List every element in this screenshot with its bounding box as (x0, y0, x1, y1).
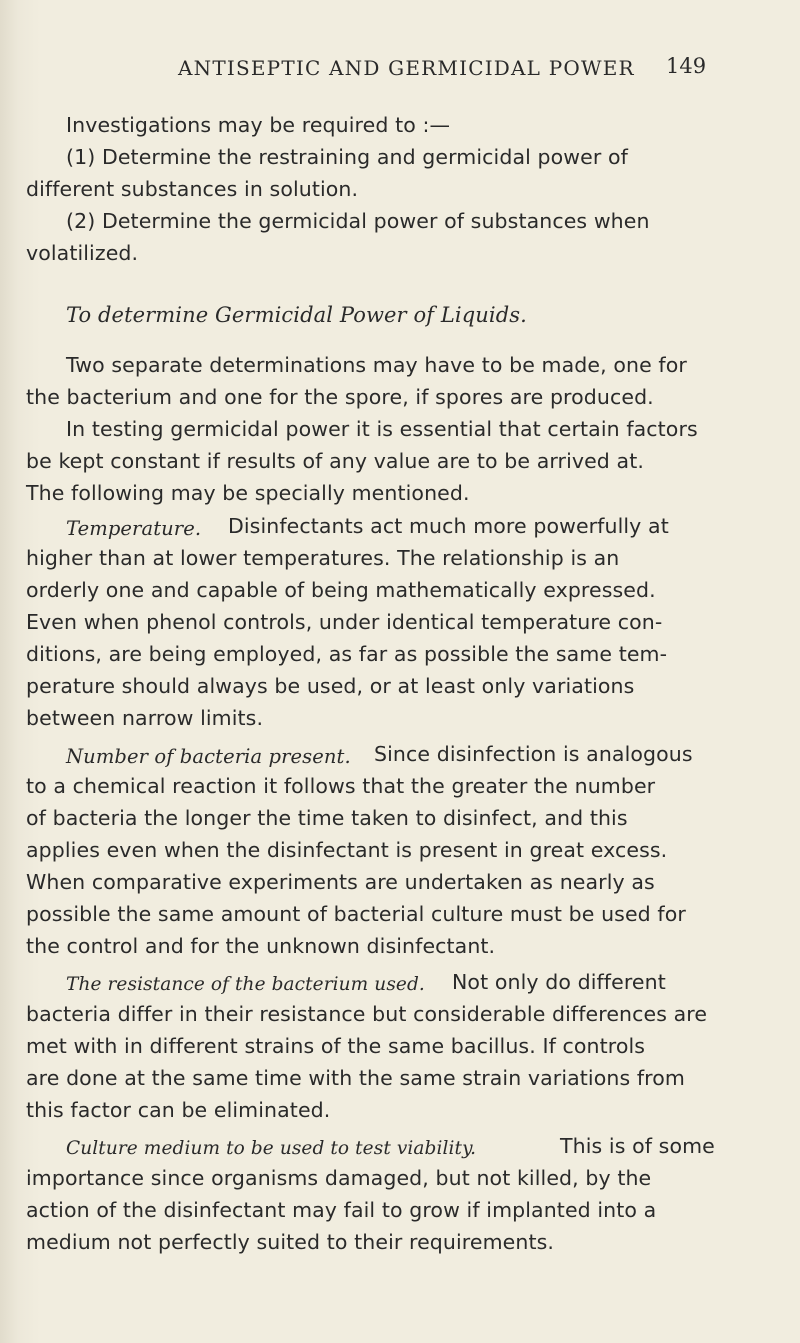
paragraph-line: Since disinfection is analogous (374, 742, 693, 766)
culture-medium-heading: Culture medium to be used to test viability. (66, 1138, 477, 1159)
list-item-2: (2) Determine the germicidal power of substances when (66, 209, 650, 233)
paragraph-line: orderly one and capable of being mathematically expressed. (26, 578, 656, 602)
paragraph-line: When comparative experiments are undertaken as nearly as (26, 870, 655, 894)
running-header: ANTISEPTIC AND GERMICIDAL POWER (178, 56, 635, 80)
paragraph-line: this factor can be eliminated. (26, 1098, 331, 1122)
paragraph-line: are done at the same time with the same strain variations from (26, 1066, 685, 1090)
temperature-heading: Temperature. (66, 517, 202, 540)
paragraph-line: The following may be specially mentioned. (26, 481, 470, 505)
paragraph-line: importance since organisms damaged, but not killed, by the (26, 1166, 652, 1190)
paragraph-line: to a chemical reaction it follows that the greater the number (26, 774, 656, 798)
list-item-1: (1) Determine the restraining and germicidal power of (66, 145, 628, 169)
paragraph-line: possible the same amount of bacterial culture must be used for (26, 902, 686, 926)
paragraph-line: medium not perfectly suited to their requirements. (26, 1230, 555, 1254)
paragraph-line: be kept constant if results of any value are to be arrived at. (26, 449, 644, 473)
paragraph-line: Even when phenol controls, under identical temperature con- (26, 610, 663, 634)
paragraph-line: of bacteria the longer the time taken to disinfect, and this (26, 806, 628, 830)
paragraph-line: Not only do different (452, 970, 666, 994)
paragraph-line: Disinfectants act much more powerfully at (228, 514, 669, 538)
section-heading: To determine Germicidal Power of Liquids. (66, 303, 527, 327)
paragraph-line: the bacterium and one for the spore, if spores are produced. (26, 385, 654, 409)
paragraph-line: Two separate determinations may have to be made, one for (66, 353, 687, 377)
paragraph-line: ditions, are being employed, as far as possible the same tem- (26, 642, 668, 666)
number-of-bacteria-heading: Number of bacteria present. (66, 745, 351, 768)
paragraph-line: between narrow limits. (26, 706, 264, 730)
resistance-heading: The resistance of the bacterium used. (66, 974, 425, 995)
paragraph-line: higher than at lower temperatures. The relationship is an (26, 546, 620, 570)
paragraph-line: the control and for the unknown disinfectant. (26, 934, 496, 958)
list-item-2-continued: volatilized. (26, 241, 139, 265)
list-item-1-continued: different substances in solution. (26, 177, 359, 201)
paragraph-line: In testing germicidal power it is essential that certain factors (66, 417, 698, 441)
paragraph-line: met with in different strains of the same bacillus. If controls (26, 1034, 646, 1058)
paragraph-line: This is of some (560, 1134, 715, 1158)
paragraph-line: perature should always be used, or at least only variations (26, 674, 635, 698)
page-number: 149 (666, 54, 707, 78)
paragraph-line: applies even when the disinfectant is present in great excess. (26, 838, 668, 862)
intro-line: Investigations may be required to :— (66, 113, 451, 137)
paragraph-line: bacteria differ in their resistance but considerable differences are (26, 1002, 708, 1026)
paragraph-line: action of the disinfectant may fail to grow if implanted into a (26, 1198, 657, 1222)
